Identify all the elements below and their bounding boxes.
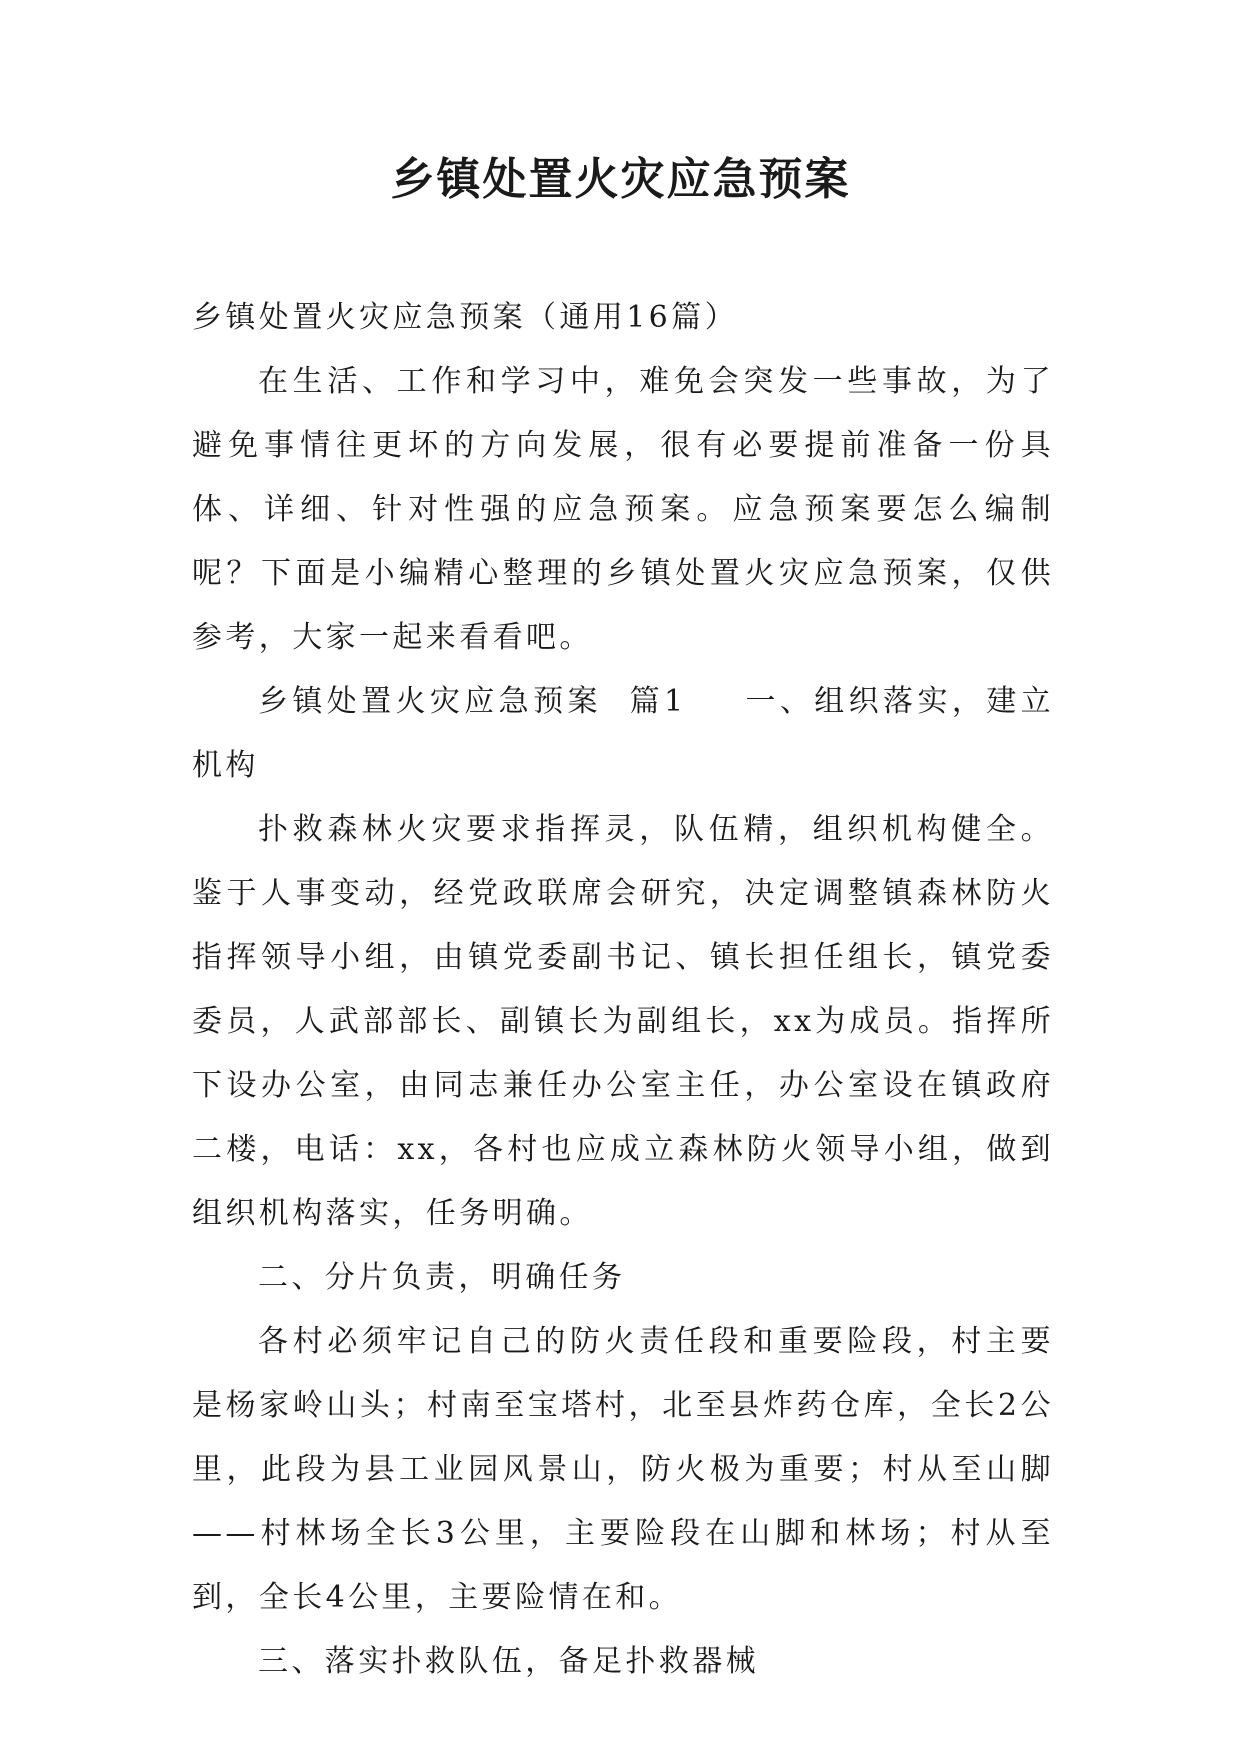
intro-paragraph: 在生活、工作和学习中，难免会突发一些事故，为了避免事情往更坏的方向发展，很有必要提前准备一份具体、详细、针对性强的应急预案。应急预案要怎么编制呢？下面是小编精心整理的乡镇处置火灾应急预案，仅供参考，大家一起来看看吧。 — [192, 364, 1054, 655]
document-title: 乡镇处置火灾应急预案 — [390, 154, 851, 205]
document-subtitle: 乡镇处置火灾应急预案（通用16篇） — [192, 300, 738, 335]
section2-heading: 二、分片负责，明确任务 — [258, 1260, 626, 1295]
chapter-label: 乡镇处置火灾应急预案 篇1 — [258, 684, 687, 719]
section1-heading: 一、组织落实，建立机构 — [192, 684, 1054, 783]
document-body — [192, 286, 1054, 1694]
section1-body: 扑救森林火灾要求指挥灵，队伍精，组织机构健全。鉴于人事变动，经党政联席会研究，决定调整镇森林防火指挥领导小组，由镇党委副书记、镇长担任组长，镇党委委员，人武部部长、副镇长为副组长，xx为成员。指挥所下设办公室，由同志兼任办公室主任，办公室设在镇政府二楼，电话：xx，各村也应成立森林防火领导小组，做到组织机构落实，任务明确。 — [192, 812, 1054, 1231]
chapter-heading-paragraph — [192, 670, 1054, 798]
section3-heading: 三、落实扑救队伍，备足扑救器械 — [258, 1644, 759, 1679]
section2-body: 各村必须牢记自己的防火责任段和重要险段，村主要是杨家岭山头；村南至宝塔村，北至县炸药仓库，全长2公里，此段为县工业园风景山，防火极为重要；村从至山脚——村林场全长3公里，主要险段在山脚和林场；村从至到，全长4公里，主要险情在和。 — [192, 1324, 1054, 1615]
